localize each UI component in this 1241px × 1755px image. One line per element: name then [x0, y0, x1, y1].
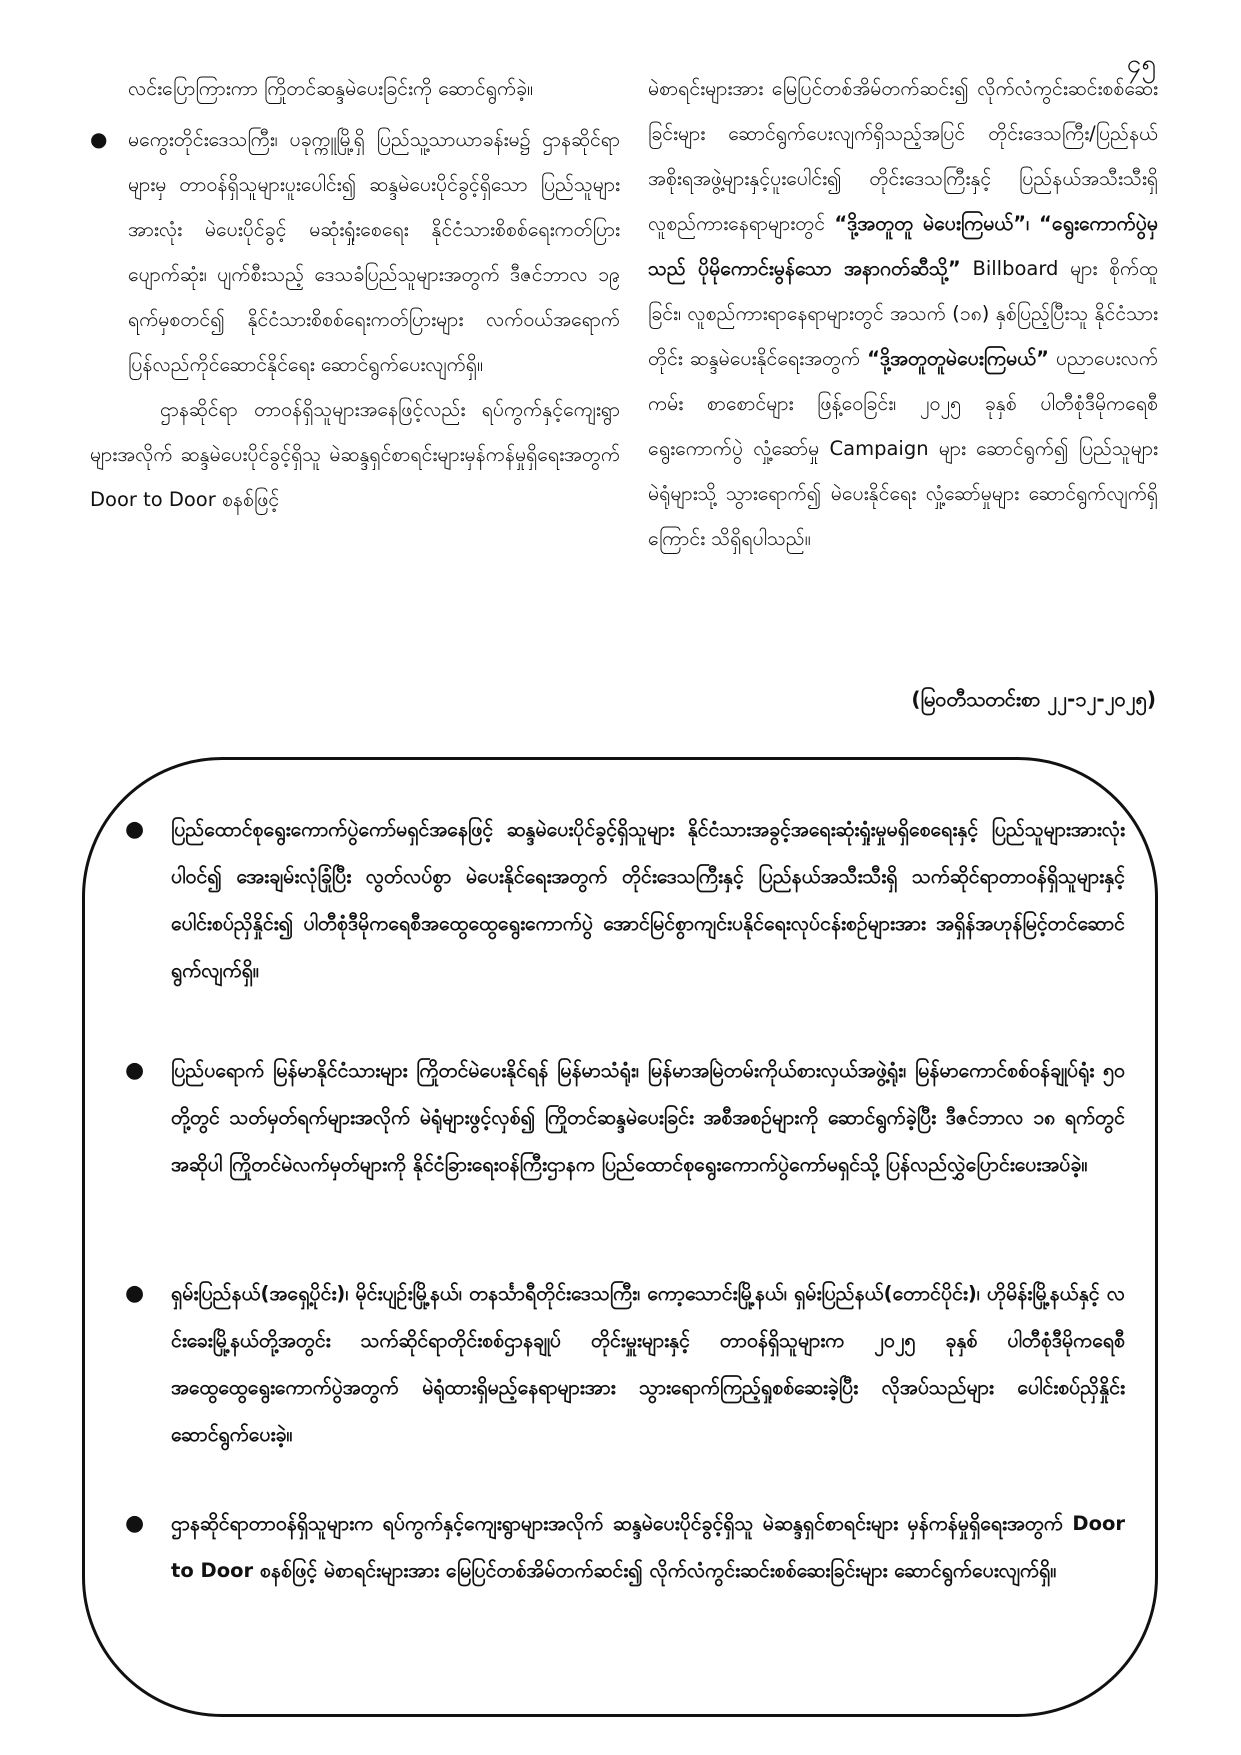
bullet-icon: ●: [125, 1281, 145, 1306]
summary-callout-box: [82, 757, 1158, 1717]
bullet-icon: ●: [125, 1511, 145, 1536]
right-slogan-bold-a: “ဒို့အတူတူ မဲပေးကြမယ်”၊ “ရွေးကောက်ပွဲမှသည် ပိုမိုကောင်းမွန်သော အနာဂတ်ဆီသို့”: [648, 212, 1158, 280]
callout-item: [125, 1047, 1125, 1188]
callout-item: [125, 1500, 1125, 1594]
left-bullet-item: [90, 117, 620, 387]
page-number: ၄၅: [1126, 49, 1156, 79]
callout-item: [125, 806, 1125, 994]
bullet-icon: ●: [125, 1058, 145, 1083]
right-slogan-bold-b: “ဒို့အတူတူမဲပေးကြမယ်”: [867, 347, 1049, 370]
bullet-icon: ●: [90, 127, 108, 151]
right-text-a: မဲစာရင်းများအား မြေပြင်တစ်အိမ်တက်ဆင်း၍ လိုက်လံကွင်းဆင်းစစ်ဆေးခြင်းများ ဆောင်ရွက်ပေးလျက်ရှိသည့်အပြင် တိုင်းဒေသကြီး/ပြည်နယ်အစိုးရအဖွဲ့များနှင့်ပူးပေါင်း၍ တိုင်းဒေသကြီးနှင့် ပြည်နယ်အသီးသီးရှိ လူစည်ကားနေရာများတွင်: [648, 77, 1158, 235]
callout-item-text: ရှမ်းပြည်နယ်(အရှေ့ပိုင်း)၊ မိုင်းပျဉ်းမြို့နယ်၊ တနင်္သာရီတိုင်းဒေသကြီး၊ ကော့သောင်းမြို့နယ်၊ ရှမ်းပြည်နယ်(တောင်ပိုင်း)၊ ဟိုမိန်းမြို့နယ်နှင့် လင်းခေးမြို့နယ်တို့အတွင်း သက်ဆိုင်ရာတိုင်းစစ်ဌာနချုပ် တိုင်းမှူးများနှင့် တာဝန်ရှိသူများက ၂၀၂၅ ခုနှစ် ပါတီစုံဒီမိုကရေစီအထွေထွေရွေးကောက်ပွဲအတွက် မဲရုံထားရှိမည့်နေရာများအား သွားရောက်ကြည့်ရှုစစ်ဆေးခဲ့ပြီး လိုအပ်သည်များ ပေါင်းစပ်ညှိနှိုင်းဆောင်ရွက်ပေးခဲ့။: [171, 1282, 1125, 1446]
callout-item-text: ပြည်ထောင်စုရွေးကောက်ပွဲကော်မရှင်အနေဖြင့် ဆန္ဒမဲပေးပိုင်ခွင့်ရှိသူများ နိုင်ငံသားအခွင့်အရေးဆုံးရှုံးမှုမရှိစေရေးနှင့် ပြည်သူများအားလုံးပါဝင်၍ အေးချမ်းလုံခြုံပြီး လွတ်လပ်စွာ မဲပေးနိုင်ရေးအတွက် တိုင်းဒေသကြီးနှင့် ပြည်နယ်အသီးသီးရှိ သက်ဆိုင်ရာတာဝန်ရှိသူများနှင့် ပေါင်းစပ်ညှိနှိုင်း၍ ပါတီစုံဒီမိုကရေစီအထွေထွေရွေးကောက်ပွဲ အောင်မြင်စွာကျင်းပနိုင်ရေးလုပ်ငန်းစဉ်များအား အရှိန်အဟုန်မြင့်တင်ဆောင်ရွက်လျက်ရှိ။: [171, 818, 1125, 982]
right-paragraph: [648, 66, 1158, 561]
left-paragraph-continued: လင်းပြောကြားကာ ကြိုတင်ဆန္ဒမဲပေးခြင်းကို ဆောင်ရွက်ခဲ့။: [128, 77, 533, 100]
right-text-c: ပညာပေးလက်ကမ်း စာစောင်များ ဖြန့်ဝေခြင်း၊ ၂၀၂၅ ခုနှစ် ပါတီစုံဒီမိုကရေစီ ရွေးကောက်ပွဲ လှုံ့ဆော်မှု Campaign များ ဆောင်ရွက်၍ ပြည်သူများ မဲရုံများသို့ သွားရောက်၍ မဲပေးနိုင်ရေး လှုံ့ဆော်မှုများ ဆောင်ရွက်လျက်ရှိကြောင်း သိရှိရပါသည်။: [648, 347, 1158, 550]
bullet-icon: ●: [125, 817, 145, 842]
callout-item-text: ပြည်ပရောက် မြန်မာနိုင်ငံသားများ ကြိုတင်မဲပေးနိုင်ရန် မြန်မာသံရုံး၊ မြန်မာအမြဲတမ်းကိုယ်စားလှယ်အဖွဲ့ရုံး၊ မြန်မာကောင်စစ်ဝန်ချုပ်ရုံး ၅၀ တို့တွင် သတ်မှတ်ရက်များအလိုက် မဲရုံများဖွင့်လှစ်၍ ကြိုတင်ဆန္ဒမဲပေးခြင်း အစီအစဉ်များကို ဆောင်ရွက်ခဲ့ပြီး ဒီဇင်ဘာလ ၁၈ ရက်တွင် အဆိုပါ ကြိုတင်မဲလက်မှတ်များကို နိုင်ငံခြားရေးဝန်ကြီးဌာနက ပြည်ထောင်စုရွေးကောက်ပွဲကော်မရှင်သို့ ပြန်လည်လွှဲပြောင်းပေးအပ်ခဲ့။: [171, 1059, 1125, 1176]
callout-item-text: ဌာနဆိုင်ရာတာဝန်ရှိသူများက ရပ်ကွက်နှင့်ကျေးရွာများအလိုက် ဆန္ဒမဲပေးပိုင်ခွင့်ရှိသူ မဲဆန္ဒရှင်စာရင်းများ မှန်ကန်မှုရှိရေးအတွက် Door to Door စနစ်ဖြင့် မဲစာရင်းများအား မြေပြင်တစ်အိမ်တက်ဆင်း၍ လိုက်လံကွင်းဆင်းစစ်ဆေးခြင်းများ ဆောင်ရွက်ပေးလျက်ရှိ။: [171, 1512, 1125, 1582]
source-citation: (မြဝတီသတင်းစာ ၂၂-၁၂-၂၀၂၅): [911, 687, 1156, 711]
left-bullet-text: မကွေးတိုင်းဒေသကြီး၊ ပခုက္ကူမြို့ရှိ ပြည်သူ့သာယာခန်းမ၌ ဌာနဆိုင်ရာများမှ တာဝန်ရှိသူများပူးပေါင်း၍ ဆန္ဒမဲပေးပိုင်ခွင့်ရှိသော ပြည်သူများအားလုံး မဲပေးပိုင်ခွင့် မဆုံးရှုံးစေရေး နိုင်ငံသားစိစစ်ရေးကတ်ပြားပျောက်ဆုံး၊ ပျက်စီးသည့် ဒေသခံပြည်သူများအတွက် ဒီဇင်ဘာလ ၁၉ ရက်မှစတင်၍ နိုင်ငံသားစိစစ်ရေးကတ်ပြားများ လက်ဝယ်အရောက် ပြန်လည်ကိုင်ဆောင်နိုင်ရေး ဆောင်ရွက်ပေးလျက်ရှိ။: [128, 128, 620, 376]
right-text-b: Billboard များ စိုက်ထူခြင်း၊ လူစည်ကားရာနေရာများတွင် အသက် (၁၈) နှစ်ပြည့်ပြီးသူ နိုင်ငံသားတိုင်း ဆန္ဒမဲပေးနိုင်ရေးအတွက်: [648, 257, 1158, 370]
right-column: [648, 66, 1158, 561]
callout-item: [125, 1270, 1125, 1458]
left-column: [90, 66, 620, 522]
left-paragraph-2: ဌာနဆိုင်ရာ တာဝန်ရှိသူများအနေဖြင့်လည်း ရပ်ကွက်နှင့်ကျေးရွာများအလိုက် ဆန္ဒမဲပေးပိုင်ခွင့်ရှိသူ မဲဆန္ဒရှင်စာရင်းများမှန်ကန်မှုရှိရေးအတွက် Door to Door စနစ်ဖြင့်: [90, 398, 620, 511]
